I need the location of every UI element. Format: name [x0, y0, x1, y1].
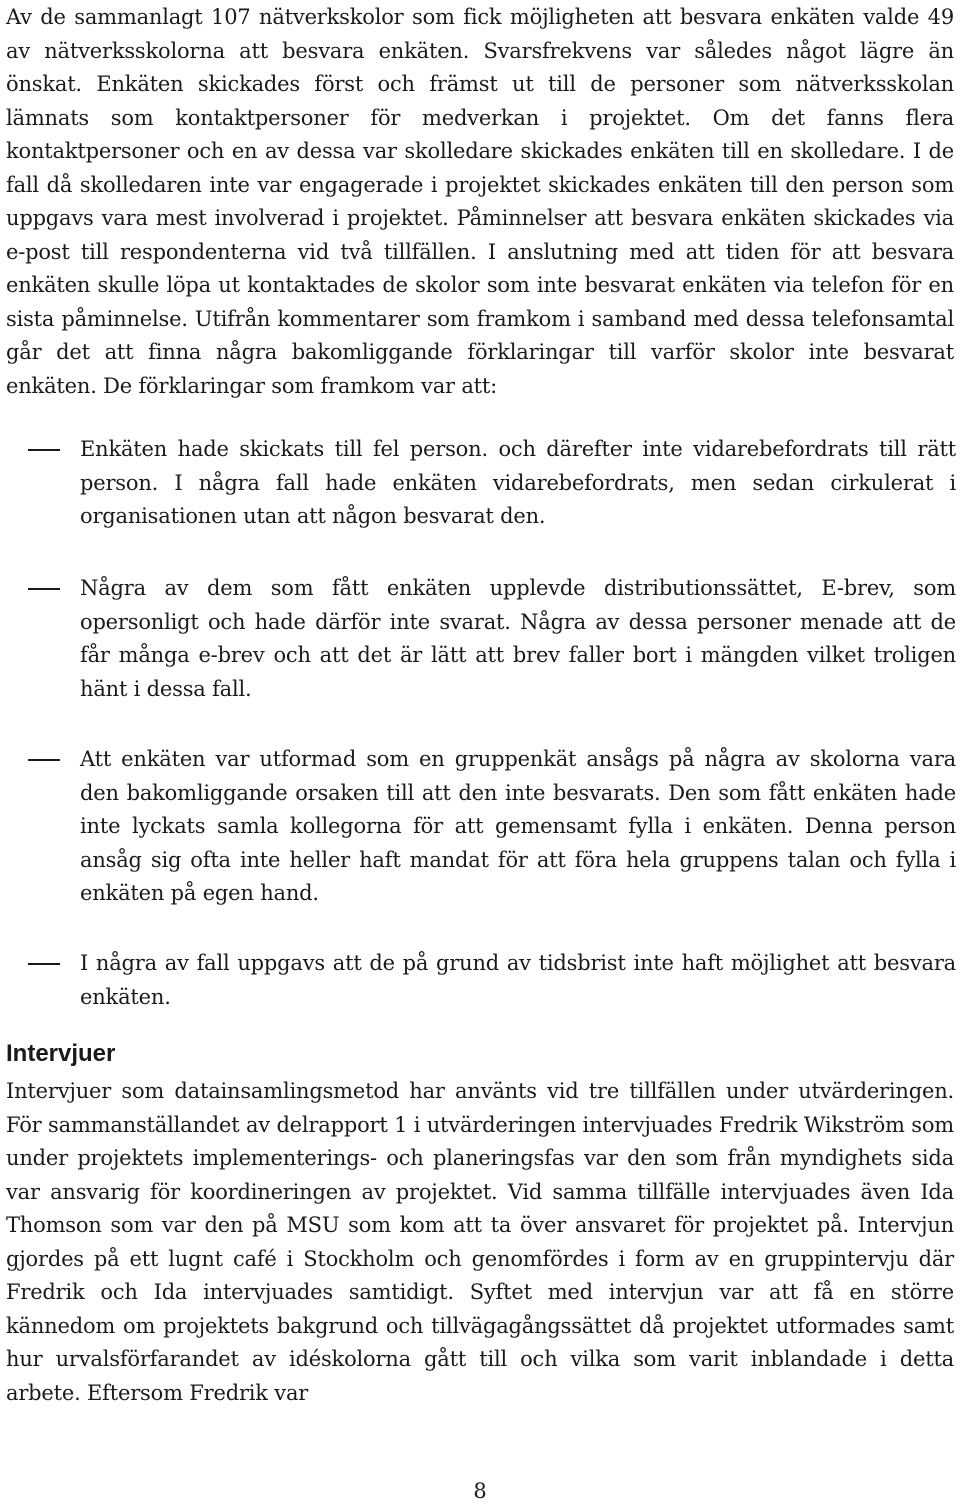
- intro-paragraph: Av de sammanlagt 107 nätverkskolor som fick möjligheten att besvara enkäten valde 49 av nätverksskolorna att besvara enkäten. Svarsfrekvens var således något lägre än önskat. Enkäten skickades först och främst ut till de personer som nätverksskolan lämnats som kontaktpersoner för medverkan i projektet. Om det fanns flera kontaktpersoner och en av dessa var skolledare skickades enkäten till en skolledare. I de fall då skolledaren inte var engagerade i projektet skickades enkäten till den person som uppgavs vara mest involverad i projektet. Påminnelser att besvara enkäten skickades via e-post till respondenterna vid två tillfällen. I anslutning med att tiden för att besvara enkäten skulle löpa ut kontaktades de skolor som inte besvarat enkäten via telefon för en sista påminnelse. Utifrån kommentarer som framkom i samband med dessa telefonsamtal går det att finna några bakomliggande förklaringar till varför skolor inte besvarat enkäten. De förklaringar som framkom var att:: [6, 5, 954, 398]
- list-item: [28, 743, 956, 911]
- interviews-paragraph: Intervjuer som datainsamlingsmetod har använts vid tre tillfällen under utvärderingen. För sammanställandet av delrapport 1 i utvärderingen intervjuades Fredrik Wikström som under projektets implementerings- och planeringsfas var den som från myndighets sida var ansvarig för koordineringen av projektet. Vid samma tillfälle intervjuades även Ida Thomson som var den på MSU som kom att ta över ansvaret för projektet på. Intervjun gjordes på ett lugnt café i Stockholm och genomfördes i form av en gruppintervju där Fredrik och Ida intervjuades samtidigt. Syftet med intervjun var att få en större kännedom om projektets bakgrund och tillvägagångssättet då projektet utformades samt hur urvalsförfarandet av idéskolorna gått till och vilka som varit inblandade i detta arbete. Eftersom Fredrik var: [6, 1079, 954, 1405]
- list-item-text: Att enkäten var utformad som en gruppenkät ansågs på några av skolorna vara den bakomliggande orsaken till att den inte besvarats. Den som fått enkäten hade inte lyckats samla kollegorna för att gemensamt fylla i enkäten. Denna person ansåg sig ofta inte heller haft mandat för att föra hela gruppens talan och fylla i enkäten på egen hand.: [80, 747, 956, 905]
- list-item-text: Enkäten hade skickats till fel person. och därefter inte vidarebefordrats till rätt person. I några fall hade enkäten vidarebefordrats, men sedan cirkulerat i organisationen utan att någon besvarat den.: [80, 437, 956, 528]
- list-item: [28, 947, 956, 1014]
- section-heading: Intervjuer: [6, 1040, 116, 1067]
- dash-bullet-icon: [28, 588, 60, 590]
- dash-bullet-icon: [28, 963, 60, 965]
- list-item: [28, 572, 956, 706]
- dash-bullet-icon: [28, 449, 60, 451]
- page-number: 8: [473, 1479, 487, 1503]
- list-item-text: Några av dem som fått enkäten upplevde distributionssättet, E-brev, som opersonligt och hade därför inte svarat. Några av dessa personer menade att de får många e-brev och att det är lätt att brev faller bort i mängden vilket troligen hänt i dessa fall.: [80, 576, 956, 701]
- list-item-text: I några av fall uppgavs att de på grund av tidsbrist inte haft möjlighet att besvara enkäten.: [80, 951, 956, 1009]
- list-item: [28, 433, 956, 534]
- dash-bullet-icon: [28, 759, 60, 761]
